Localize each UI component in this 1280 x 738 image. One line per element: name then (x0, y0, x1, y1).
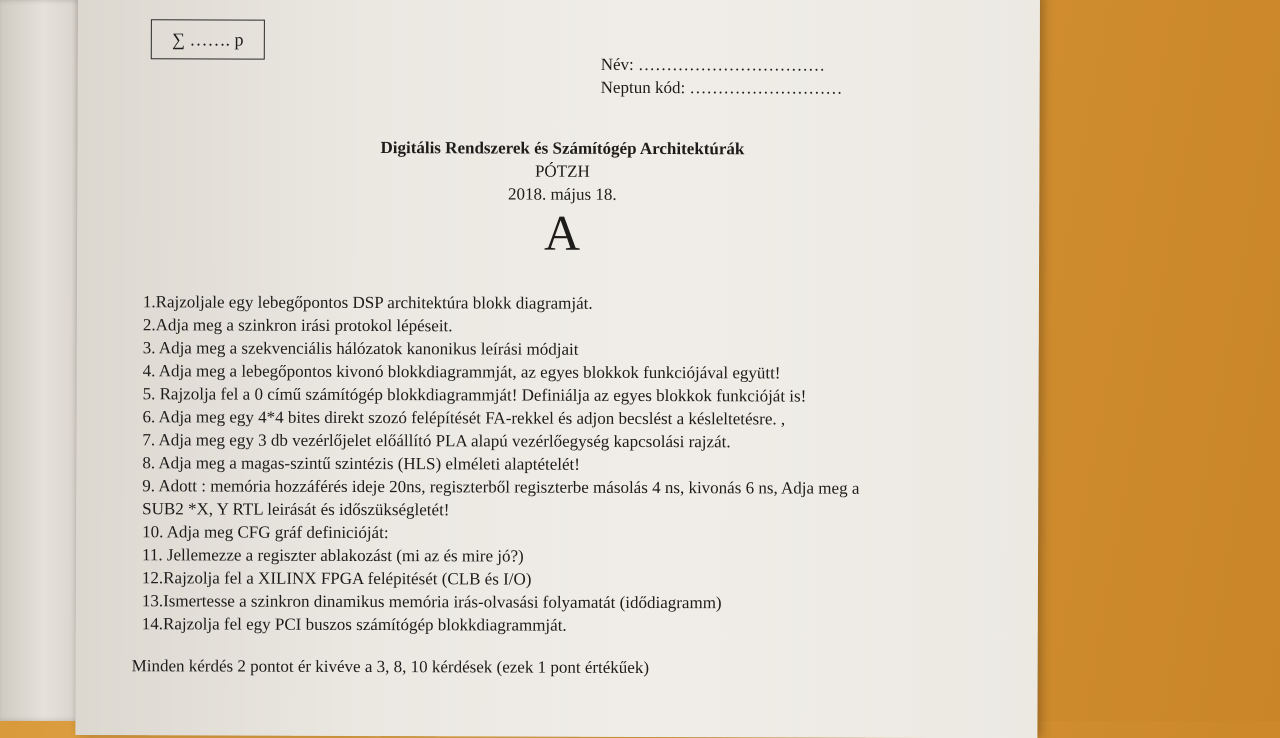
question-12: 12.Rajzolja fel a XILINX FPGA felépitését (CLB és I/O) (141, 568, 532, 589)
question-11: 11. Jellemezze a regiszter ablakozást (mi az és mire jó?) (141, 545, 524, 566)
exam-date: 2018. május 18. (507, 184, 617, 204)
question-2: 2.Adja meg a szinkron irási protokol lépéseit. (142, 315, 453, 336)
question-9-continued: SUB2 *X, Y RTL leirását és időszükségletét! (142, 499, 450, 520)
name-field: Név: …………………………… (600, 54, 826, 75)
exam-type: PÓTZH (534, 161, 590, 181)
question-14: 14.Rajzolja fel egy PCI buszos számítógép blokkdiagrammját. (141, 614, 567, 635)
question-1: 1.Rajzoljale egy lebegőpontos DSP architektúra blokk diagramját. (142, 292, 593, 313)
question-9: 9. Adott : memória hozzáférés ideje 20ns, regiszterből regiszterbe másolás 4 ns, kivonás 6 ns, Adja meg a (142, 476, 860, 498)
course-title: Digitális Rendszerek és Számítógép Architektúrák (380, 138, 745, 159)
adjacent-page-edge (0, 0, 80, 721)
question-10: 10. Adja meg CFG gráf definicióját: (142, 522, 389, 543)
neptun-code-field: Neptun kód: ……………………… (600, 77, 843, 98)
question-6: 6. Adja meg egy 4*4 bites direkt szozó felépítését FA-rekkel és adjon becslést a késleltetésre. , (142, 407, 786, 429)
score-box: ∑ ……. p (151, 19, 265, 59)
scoring-note: Minden kérdés 2 pontot ér kivéve a 3, 8, 10 kérdések (ezek 1 pont értékűek) (131, 656, 650, 677)
exam-variant: A (543, 204, 581, 261)
question-3: 3. Adja meg a szekvenciális hálózatok kanonikus leírási módjait (142, 338, 579, 359)
question-4: 4. Adja meg a lebegőpontos kivonó blokkdiagrammját, az egyes blokkok funkciójával együtt! (142, 361, 781, 383)
question-7: 7. Adja meg egy 3 db vezérlőjelet előállító PLA alapú vezérlőegység kapcsolási rajzát. (142, 430, 731, 452)
question-8: 8. Adja meg a magas-szintű szintézis (HLS) elméleti alaptételét! (142, 453, 580, 474)
question-5: 5. Rajzolja fel a 0 című számítógép blokkdiagrammját! Definiálja az egyes blokkok funkcióját is! (142, 384, 807, 406)
question-13: 13.Ismertesse a szinkron dinamikus memória irás-olvasási folyamatát (idődiagramm) (141, 591, 722, 613)
exam-sheet (75, 0, 1040, 738)
